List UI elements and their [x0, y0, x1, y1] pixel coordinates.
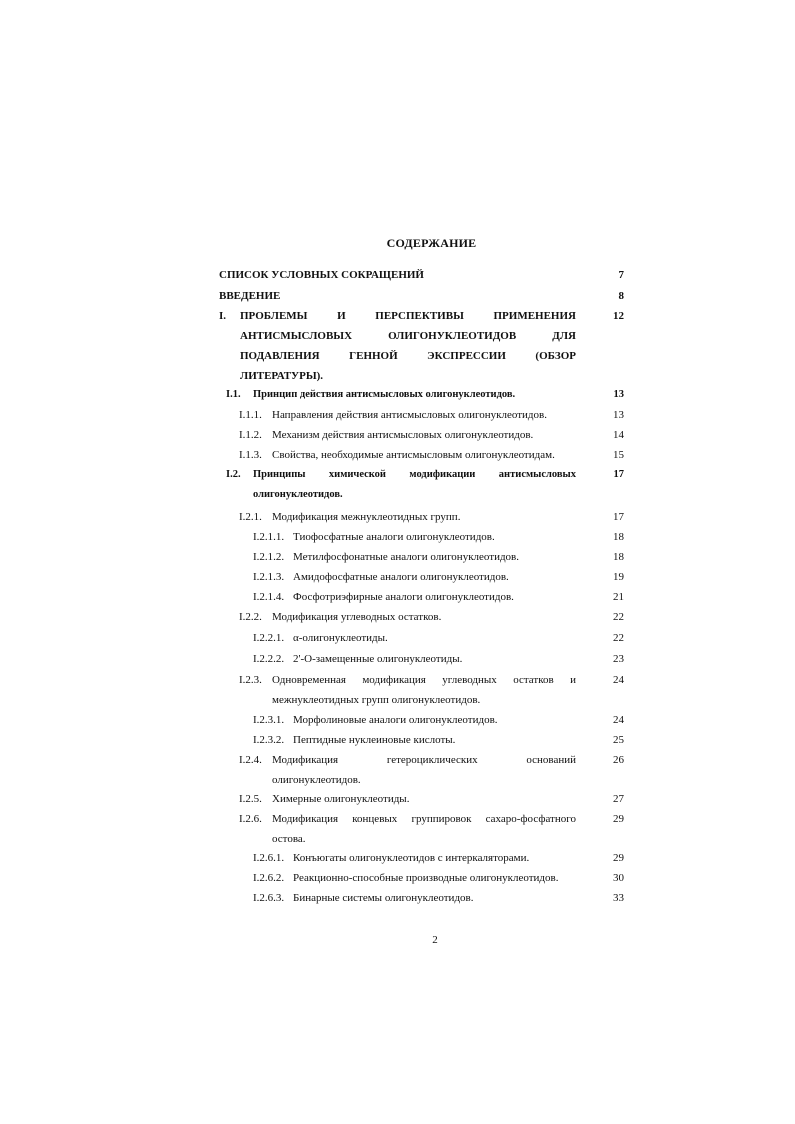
toc-entry-page: 13: [613, 409, 624, 421]
toc-entry-text: Фосфотриэфирные аналоги олигонуклеотидов.: [293, 591, 514, 603]
toc-entry-text-line: Модификация концевых группировок сахаро-фосфатного: [272, 813, 576, 825]
toc-entry-number: I.2.1.3.: [253, 571, 285, 583]
toc-entry-number: I.2.3.: [239, 674, 262, 686]
toc-entry-number: I.2.2.2.: [253, 653, 285, 665]
page-title: СОДЕРЖАНИЕ: [386, 236, 477, 250]
toc-entry-page: 29: [613, 852, 624, 864]
toc-entry-page: 29: [613, 813, 624, 825]
toc-entry-page: 15: [613, 449, 624, 461]
toc-entry-text: Химерные олигонуклеотиды.: [272, 793, 410, 805]
toc-entry-text: Направления действия антисмысловых олигонуклеотидов.: [272, 409, 547, 421]
toc-entry-text-line: Одновременная модификация углеводных остатков и: [272, 674, 576, 686]
toc-entry-text: СПИСОК УСЛОВНЫХ СОКРАЩЕНИЙ: [219, 269, 424, 281]
toc-entry-text-line: олигонуклеотидов.: [272, 774, 361, 786]
toc-entry-page: 12: [613, 310, 624, 322]
toc-entry-text: Механизм действия антисмысловых олигонуклеотидов.: [272, 429, 534, 441]
toc-entry-page: 22: [613, 611, 624, 623]
toc-entry-page: 33: [613, 892, 624, 904]
toc-entry-page: 8: [618, 290, 624, 302]
toc-entry-number: I.2.1.: [239, 511, 262, 523]
toc-entry-text-line: Модификация гетероциклических оснований: [272, 754, 576, 766]
toc-entry-text: Модификация углеводных остатков.: [272, 611, 442, 623]
toc-entry-number: I.1.2.: [239, 429, 262, 441]
toc-entry-number: I.1.1.: [239, 409, 262, 421]
toc-entry-text-line: ЛИТЕРАТУРЫ).: [240, 370, 324, 382]
toc-entry-number: I.2.3.2.: [253, 734, 285, 746]
toc-entry-page: 30: [613, 872, 624, 884]
toc-entry-text-line: АНТИСМЫСЛОВЫХ ОЛИГОНУКЛЕОТИДОВ ДЛЯ: [240, 330, 576, 342]
toc-entry-text: Реакционно-способные производные олигонуклеотидов.: [293, 872, 559, 884]
toc-entry-page: 22: [613, 632, 624, 644]
toc-entry-text-line: ПРОБЛЕМЫ И ПЕРСПЕКТИВЫ ПРИМЕНЕНИЯ: [240, 310, 576, 322]
toc-entry-number: I.2.1.4.: [253, 591, 285, 603]
toc-entry-page: 18: [613, 531, 624, 543]
toc-entry-text-line: межнуклеотидных групп олигонуклеотидов.: [272, 694, 481, 706]
toc-entry-text: Пептидные нуклеиновые кислоты.: [293, 734, 456, 746]
toc-entry-page: 27: [613, 793, 624, 805]
toc-entry-number: I.2.4.: [239, 754, 262, 766]
toc-entry-text: Модификация межнуклеотидных групп.: [272, 511, 461, 523]
toc-entry-page: 24: [613, 714, 624, 726]
toc-entry-number: I.2.6.1.: [253, 852, 285, 864]
toc-entry-text: 2'-O-замещенные олигонуклеотиды.: [293, 653, 463, 665]
toc-entry-text: Конъюгаты олигонуклеотидов с интеркаляторами.: [293, 852, 530, 864]
toc-entry-page: 21: [613, 591, 624, 603]
toc-entry-number: I.2.1.1.: [253, 531, 285, 543]
toc-entry-number: I.2.2.1.: [253, 632, 285, 644]
toc-entry-number: I.2.6.: [239, 813, 262, 825]
toc-entry-page: 7: [618, 269, 624, 281]
toc-entry-text: ВВЕДЕНИЕ: [219, 290, 281, 302]
toc-entry-page: 19: [613, 571, 624, 583]
toc-entry-page: 26: [613, 754, 624, 766]
toc-entry-page: 14: [613, 429, 624, 441]
toc-entry-text: Бинарные системы олигонуклеотидов.: [293, 892, 474, 904]
toc-entry-number: I.2.3.1.: [253, 714, 285, 726]
toc-entry-number: I.: [219, 310, 227, 322]
toc-entry-text: Морфолиновые аналоги олигонуклеотидов.: [293, 714, 498, 726]
toc-entry-number: I.1.3.: [239, 449, 262, 461]
toc-entry-number: I.2.1.2.: [253, 551, 285, 563]
toc-entry-number: I.2.5.: [239, 793, 262, 805]
toc-entry-text-line: остова.: [272, 833, 306, 845]
toc-entry-text: Тиофосфатные аналоги олигонуклеотидов.: [293, 531, 495, 543]
toc-entry-text: Принцип действия антисмысловых олигонуклеотидов.: [253, 389, 516, 400]
toc-entry-page: 25: [613, 734, 624, 746]
toc-entry-number: I.2.2.: [239, 611, 262, 623]
toc-entry-text: α-олигонуклеотиды.: [293, 632, 388, 644]
toc-entry-page: 17: [613, 469, 624, 480]
toc-entry-text: Амидофосфатные аналоги олигонуклеотидов.: [293, 571, 509, 583]
toc-entry-text: Свойства, необходимые антисмысловым олигонуклеотидам.: [272, 449, 555, 461]
toc-entry-page: 18: [613, 551, 624, 563]
toc-entry-text-line: Принципы химической модификации антисмысловых: [253, 469, 576, 480]
toc-entry-page: 23: [613, 653, 624, 665]
toc-entry-text-line: олигонуклеотидов.: [253, 489, 343, 500]
toc-entry-text: Метилфосфонатные аналоги олигонуклеотидов.: [293, 551, 519, 563]
page-number: 2: [432, 934, 438, 946]
toc-entry-text-line: ПОДАВЛЕНИЯ ГЕННОЙ ЭКСПРЕССИИ (ОБЗОР: [240, 350, 576, 362]
toc-entry-page: 13: [613, 389, 624, 400]
toc-entry-page: 24: [613, 674, 624, 686]
toc-entry-number: I.2.6.2.: [253, 872, 285, 884]
toc-entry-number: I.1.: [226, 389, 241, 400]
toc-entry-number: I.2.6.3.: [253, 892, 285, 904]
toc-entry-page: 17: [613, 511, 624, 523]
toc-entry-number: I.2.: [226, 469, 241, 480]
